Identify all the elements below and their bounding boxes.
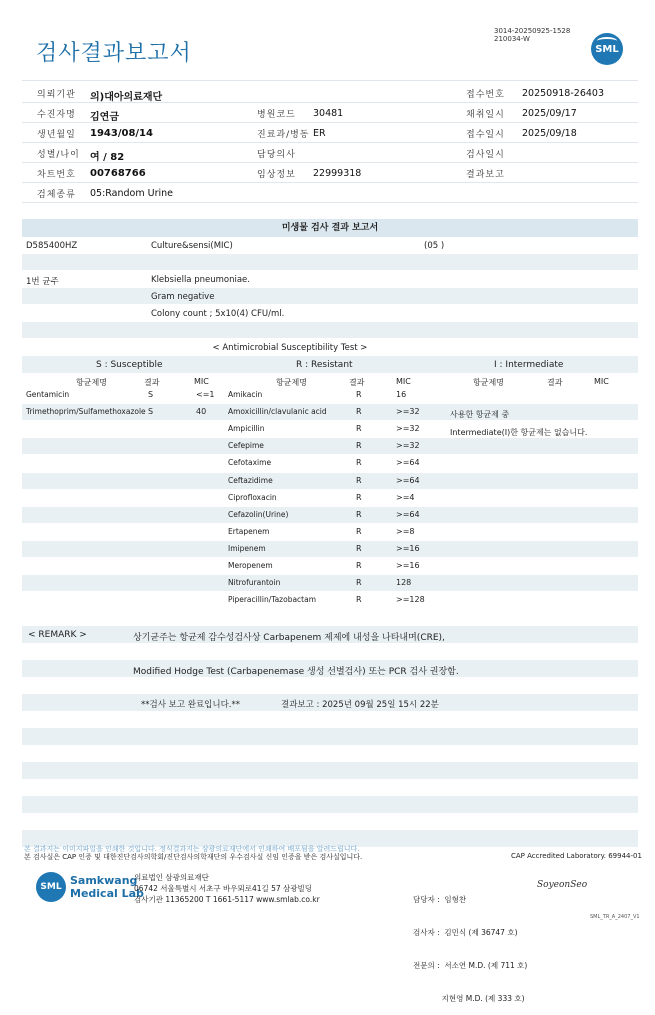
document-id: 3014-20250925-1528 210034-W [494, 27, 571, 43]
ast-result: R [356, 509, 362, 519]
ast-mic: 128 [396, 578, 412, 588]
col-header-drug: 항균제명 [76, 378, 107, 387]
header-label: 접수일시 [466, 130, 505, 140]
remark-line: Modified Hodge Test (Carbapenemase 생성 선별검사) 또는 PCR 검사 권장함. [133, 667, 459, 677]
header-label: 병원코드 [257, 110, 296, 120]
ast-title: < Antimicrobial Susceptibility Test > [212, 343, 368, 353]
ast-mic: >=64 [396, 509, 420, 519]
col-header-result: 결과 [547, 378, 563, 387]
image-print-notice: 본 결과지는 이미지파일을 인쇄한 것입니다. 정식결과지는 삼광의료재단에서 인쇄하여 배포됨을 알려드립니다. [24, 845, 360, 853]
header-value: 여 / 82 [90, 152, 125, 163]
col-header-result: 결과 [144, 378, 160, 387]
ast-drug: Amikacin [228, 390, 263, 399]
cap-accreditation: CAP Accredited Laboratory. 69944-01 [511, 852, 642, 860]
ast-result: R [356, 492, 362, 502]
section-title-band [22, 219, 638, 237]
organism-line: Gram negative [151, 292, 215, 302]
header-label: 수진자명 [37, 110, 76, 120]
ast-result: R [356, 595, 362, 605]
header-label: 생년월일 [37, 130, 76, 140]
form-version: SML_TR_A_2407_V1 [590, 914, 640, 920]
ast-drug: Cefepime [228, 441, 264, 451]
intermediate-note: 사용한 항균제 중 [450, 410, 510, 419]
test-code: D585400HZ [26, 241, 78, 251]
ast-drug: Trimethoprim/Sulfamethoxazole [26, 407, 146, 417]
ast-drug: Ampicillin [228, 424, 265, 434]
header-label: 담당의사 [257, 150, 296, 160]
ast-result: S [148, 407, 154, 417]
ast-result: R [356, 390, 362, 399]
col-header-mic: MIC [194, 377, 209, 386]
legend-resistant: R : Resistant [296, 360, 353, 370]
organism-line: Colony count ; 5x10(4) CFU/ml. [151, 309, 285, 319]
ast-drug: Imipenem [228, 543, 266, 553]
lab-address: 의료법인 삼광의료재단 06742 서울특별시 서초구 바우뫼로41길 57 삼광빌딩 검사기관 11365200 T 1661-5117 www.smlab.co.kr [134, 873, 320, 904]
header-value: 20250918-26403 [522, 88, 605, 99]
certification-note: 본 검사실은 CAP 인증 및 대한진단검사의학회/진단검사의학재단의 우수검사실 신임 인증을 받은 검사실입니다. [24, 853, 363, 861]
header-value: 05:Random Urine [90, 188, 174, 199]
header-value: ER [313, 128, 326, 139]
header-value: 22999318 [313, 168, 362, 179]
col-header-drug: 항균제명 [473, 378, 504, 387]
header-value: 김연금 [90, 112, 119, 123]
ast-mic: >=32 [396, 441, 420, 451]
ast-mic: >=128 [396, 595, 425, 605]
header-value: 30481 [313, 108, 344, 119]
ast-drug: Cefotaxime [228, 458, 272, 468]
ast-result: R [356, 475, 362, 485]
report-time: 결과보고 : 2025년 09월 25일 15시 22분 [281, 700, 439, 710]
ast-drug: Nitrofurantoin [228, 578, 281, 588]
ast-drug: Meropenem [228, 561, 273, 570]
ast-drug: Ceftazidime [228, 475, 273, 485]
header-label: 결과보고 [466, 170, 505, 180]
ast-mic: 40 [196, 407, 207, 417]
ast-mic: >=64 [396, 458, 420, 468]
col-header-mic: MIC [594, 377, 609, 386]
ast-mic: >=16 [396, 561, 420, 570]
header-label: 검체종류 [37, 190, 76, 200]
completion-text: **검사 보고 완료입니다.** [141, 700, 241, 710]
ast-mic: >=64 [396, 475, 420, 485]
organism-label: 1번 균주 [26, 277, 59, 287]
ast-result: R [356, 578, 362, 588]
organism-line: Klebsiella pneumoniae. [151, 275, 250, 285]
ast-mic: <=1 [196, 390, 215, 399]
test-name: Culture&sensi(MIC) [151, 241, 233, 251]
header-value: 00768766 [90, 168, 146, 179]
ast-result: R [356, 441, 362, 451]
col-header-drug: 항균제명 [276, 378, 307, 387]
signature: SoyeonSeo [537, 880, 588, 890]
ast-result: R [356, 424, 362, 434]
remark-line: 상기균주는 항균제 감수성검사상 Carbapenem 제제에 내성을 나타내며(CRE), [133, 633, 445, 643]
sml-logo: SML [591, 33, 623, 65]
legend-intermediate: I : Intermediate [494, 360, 564, 370]
remark-label: < REMARK > [28, 630, 87, 640]
header-label: 검사일시 [466, 150, 505, 160]
intermediate-note: Intermediate(I)한 항균제는 없습니다. [450, 428, 588, 437]
header-label: 성별/나이 [37, 150, 80, 160]
ast-mic: >=8 [396, 526, 415, 536]
ast-result: R [356, 458, 362, 468]
ast-result: S [148, 390, 154, 399]
header-value: 의)대아의료재단 [90, 92, 163, 103]
header-label: 채취일시 [466, 110, 505, 120]
ast-mic: >=32 [396, 407, 420, 417]
header-label: 접수번호 [466, 90, 505, 100]
header-label: 의뢰기관 [37, 90, 76, 100]
ast-mic: >=32 [396, 424, 420, 434]
legend-susceptible: S : Susceptible [96, 360, 163, 370]
header-value: 2025/09/17 [522, 108, 577, 119]
header-label: 임상정보 [257, 170, 296, 180]
ast-mic: >=4 [396, 492, 415, 502]
ast-result: R [356, 407, 362, 417]
header-value: 1943/08/14 [90, 128, 153, 139]
col-header-result: 결과 [349, 378, 365, 387]
ast-mic: >=16 [396, 543, 420, 553]
col-header-mic: MIC [396, 377, 411, 386]
signers: 담당자 : 임형찬 검사자 : 김민식 (제 36747 호) 전문의 : 서소연 M.D. (제 711 호) 지현영 M.D. (제 333 호) [413, 895, 528, 1003]
ast-drug: Cefazolin(Urine) [228, 509, 289, 519]
report-title: 검사결과보고서 [36, 41, 192, 66]
ast-result: R [356, 561, 362, 570]
header-label: 진료과/병동 [257, 130, 310, 140]
ast-result: R [356, 526, 362, 536]
ast-mic: 16 [396, 390, 407, 399]
sml-footer-logo: SML [36, 872, 66, 902]
ast-drug: Ciprofloxacin [228, 492, 277, 502]
ast-result: R [356, 543, 362, 553]
ast-drug: Amoxicillin/clavulanic acid [228, 407, 327, 417]
ast-drug: Piperacillin/Tazobactam [228, 595, 317, 605]
lab-name: Samkwang Medical Lab [70, 874, 144, 900]
header-value: 2025/09/18 [522, 128, 577, 139]
header-label: 차트번호 [37, 170, 76, 180]
section-title: 미생물 검사 결과 보고서 [281, 223, 379, 233]
specimen-code: (05 ) [424, 241, 445, 251]
ast-drug: Ertapenem [228, 526, 270, 536]
ast-drug: Gentamicin [26, 390, 70, 399]
